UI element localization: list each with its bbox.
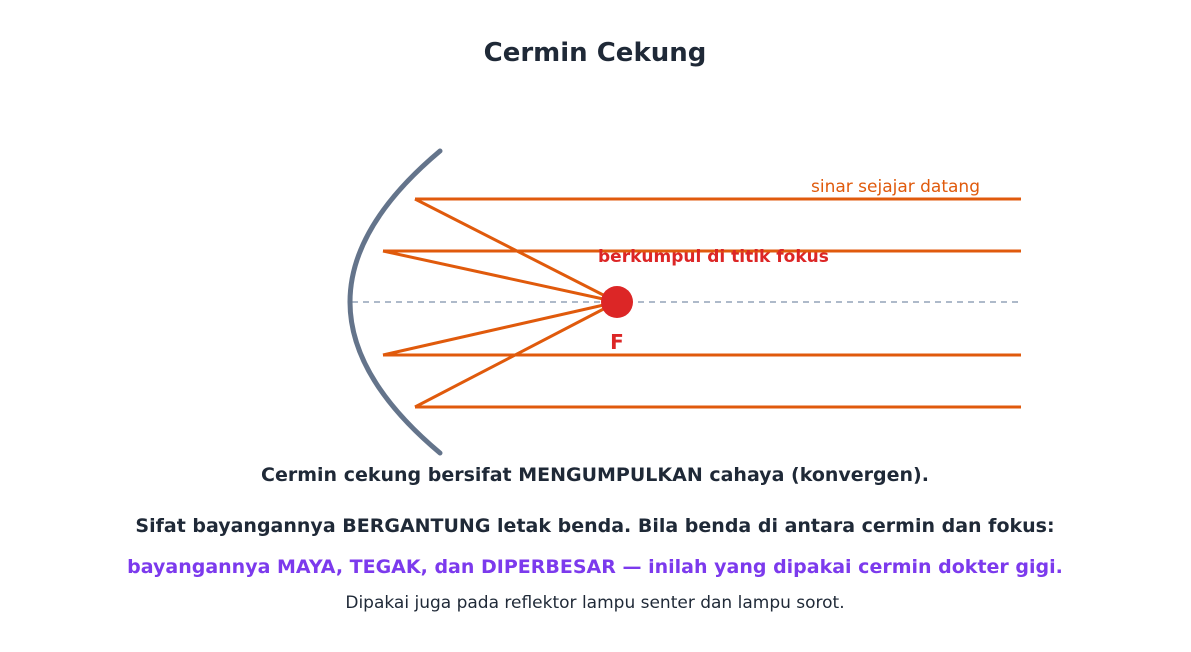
diagram-title: Cermin Cekung — [483, 38, 707, 68]
focus-label: F — [610, 330, 624, 354]
caption-line-2: Sifat bayangannya BERGANTUNG letak benda. Bila benda di antara cermin dan fokus: — [135, 515, 1055, 537]
converge-note-label: berkumpul di titik fokus — [598, 247, 829, 267]
reflected-ray-3 — [383, 302, 617, 355]
caption-line-1: Cermin cekung bersifat MENGUMPULKAN cahaya (konvergen). — [261, 464, 929, 486]
caption-line-4: Dipakai juga pada reflektor lampu senter dan lampu sorot. — [345, 593, 845, 613]
caption-line-3: bayangannya MAYA, TEGAK, dan DIPERBESAR — inilah yang dipakai cermin dokter gigi. — [127, 556, 1063, 578]
focal-point — [601, 286, 633, 318]
reflected-ray-2 — [383, 251, 617, 302]
incoming-rays-label: sinar sejajar datang — [810, 177, 980, 197]
